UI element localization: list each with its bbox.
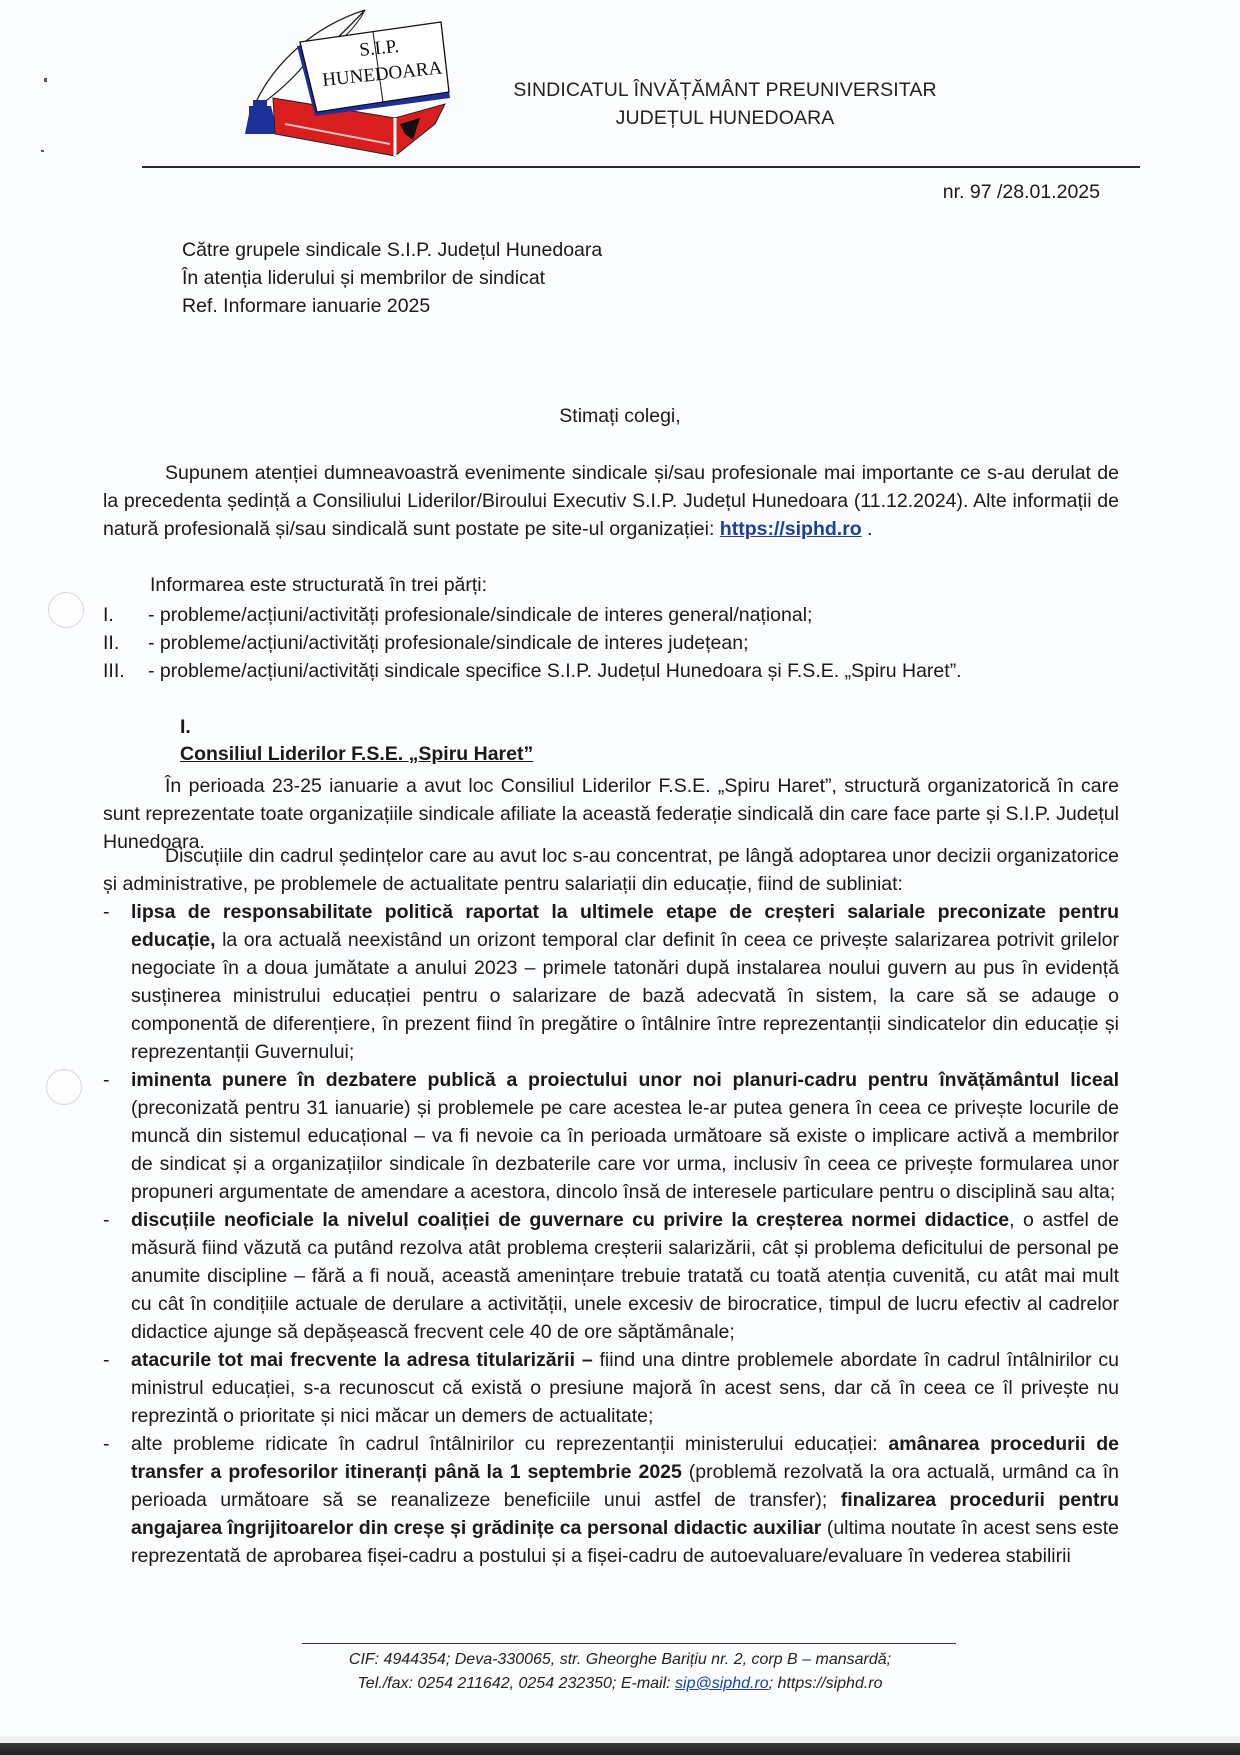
email-link[interactable]: sip@siphd.ro bbox=[675, 1675, 769, 1692]
organization-name bbox=[500, 76, 950, 132]
svg-text:HUNEDOARA: HUNEDOARA bbox=[321, 57, 444, 91]
punch-hole-mark bbox=[48, 592, 84, 628]
svg-text:S.I.P.: S.I.P. bbox=[358, 35, 400, 61]
org-name-line-1: SINDICATUL ÎNVĂȚĂMÂNT PREUNIVERSITAR bbox=[513, 79, 937, 101]
intro-paragraph: Supunem atenției dumneavoastră evenimente sindicale și/sau profesionale mai importante ce s-au derulat de la precedenta ședință a Consiliului Liderilor/Biroului Executiv S.I.P. Județul Hunedoara (11.12.2024). Alte informații de natură profesională și/sau sindicală sunt postate pe site-ul organizației: https://siphd.ro . bbox=[103, 462, 1119, 540]
list-item: - atacurile tot mai frecvente la adresa titularizării – fiind una dintre problemele abordate în cadrul întâlnirilor cu ministrul educației, s-a recunoscut că există o presiune majoră în acest sens, dar că în ceea ce îl privește nu reprezintă o prioritate și nici măcar un demers de actualitate; bbox=[103, 1346, 1119, 1430]
structure-item: II. - probleme/acțiuni/activități profesionale/sindicale de interes județean; bbox=[103, 632, 749, 654]
list-item: - iminenta punere în dezbatere publică a proiectului unor noi planuri-cadru pentru învățământul liceal (preconizată pentru 31 ianuarie) și problemele pe care acestea le-ar putea genera în ceea ce privește locurile de muncă din sistemul educațional – va fi nevoie ca în perioada următoare să existe o implicare activă a membrilor de sindicat și a organizațiilor sindicale în dezbaterile care vor urma, inclusiv în ceea ce privește formularea unor propuneri argumentate de amendare a acestora, dincolo însă de interesele particulare pentru o disciplină sau alta; bbox=[103, 1066, 1119, 1206]
punch-hole-mark bbox=[46, 1069, 82, 1105]
greeting: Stimați colegi, bbox=[559, 405, 681, 427]
dash-bullet-icon: - bbox=[103, 1349, 110, 1371]
logo-graphic-icon bbox=[245, 6, 505, 158]
dash-bullet-icon: - bbox=[103, 1209, 110, 1231]
dash-bullet-icon: - bbox=[103, 901, 110, 923]
recipient-line: Către grupele sindicale S.I.P. Județul Hunedoara bbox=[182, 239, 603, 261]
list-item: - alte probleme ridicate în cadrul întâlnirilor cu reprezentanții ministerului educației: amânarea procedurii de transfer a profesorilor itineranți până la 1 septembrie 2025 (problemă rezolvată la ora actuală, urmând ca în perioada următoare să se reanalizeze beneficiile unui astfel de transfer); finalizarea procedurii pentru angajarea îngrijitoarelor din creșe și grădinițe ca personal didactic auxiliar (ultima noutate în acest sens este reprezentată de aprobarea fișei-cadru a postului și a fișei-cadru de autoevaluare/evaluare în vederea stabilirii bbox=[103, 1430, 1119, 1570]
footer-contact bbox=[0, 1648, 1240, 1696]
scan-speck bbox=[41, 150, 44, 152]
section-title: Consiliul Liderilor F.S.E. „Spiru Haret” bbox=[180, 743, 534, 765]
section-number: I. bbox=[180, 716, 191, 738]
bullet-list bbox=[103, 898, 1119, 1570]
sip-hunedoara-logo bbox=[245, 6, 505, 158]
structure-item: I. - probleme/acțiuni/activități profesionale/sindicale de interes general/național; bbox=[103, 604, 813, 626]
header-divider bbox=[142, 166, 1140, 168]
recipients-block bbox=[182, 236, 602, 320]
scan-speck bbox=[44, 78, 47, 82]
dash-bullet-icon: - bbox=[103, 1433, 110, 1455]
attention-line: În atenția liderului și membrilor de sindicat bbox=[182, 267, 546, 289]
dash-bullet-icon: - bbox=[103, 1069, 110, 1091]
document-number: nr. 97 /28.01.2025 bbox=[942, 181, 1100, 203]
scan-edge bbox=[0, 1736, 1240, 1743]
section-paragraph-1: În perioada 23-25 ianuarie a avut loc Consiliul Liderilor F.S.E. „Spiru Haret”, structură organizatorică în care sunt reprezentate toate organizațiile sindicale afiliate la această federație sindicală din care face parte și S.I.P. Județul Hunedoara. bbox=[103, 775, 1119, 853]
structure-list bbox=[103, 601, 962, 685]
reference-line: Ref. Informare ianuarie 2025 bbox=[182, 295, 431, 317]
list-item: - discuțiile neoficiale la nivelul coaliției de guvernare cu privire la creșterea normei didactice, o astfel de măsură fiind văzută ca putând rezolva atât problema creșterii salarizării, cât și problema deficitului de personal pe anumite discipline – fără a fi nouă, această amenințare trebuie tratată cu toată atenția cuvenită, cu atât mai mult cu cât în condițiile actuale de derulare a activității, unele excesiv de birocratice, timpul de lucru efectiv al cadrelor didactice ajunge să depășească frecvent cele 40 de ore săptămânale; bbox=[103, 1206, 1119, 1346]
scanner-border bbox=[0, 1743, 1240, 1755]
website-link[interactable]: https://siphd.ro bbox=[719, 518, 862, 540]
structure-intro: Informarea este structurată în trei părți: bbox=[150, 574, 488, 596]
footer-divider bbox=[302, 1643, 956, 1644]
structure-item: III. - probleme/acțiuni/activități sindicale specifice S.I.P. Județul Hunedoara și F.S.E. „Spiru Haret”. bbox=[103, 660, 962, 682]
list-item: - lipsa de responsabilitate politică raportat la ultimele etape de creșteri salariale preconizate pentru educație, la ora actuală neexistând un orizont temporal clar definit în ceea ce privește salarizarea potrivit grilelor negociate în a doua jumătate a anului 2023 – primele tatonări după instalarea noului guvern au pus în evidență susținerea ministrului educației pentru o salarizare de bază adecvată în sistem, la care să se adauge o componentă de diferențiere, în prezent fiind în pregătire o întâlnire între reprezentanții sindicatelor din educație și reprezentanții Guvernului; bbox=[103, 898, 1119, 1066]
footer-address: CIF: 4944354; Deva-330065, str. Gheorghe Barițiu nr. 2, corp B – mansardă; bbox=[348, 1651, 892, 1668]
footer-contacts: Tel./fax: 0254 211642, 0254 232350; E-mail: sip@siphd.ro; https://siphd.ro bbox=[357, 1675, 883, 1692]
section-paragraph-2: Discuțiile din cadrul ședințelor care au avut loc s-au concentrat, pe lângă adoptarea unor decizii organizatorice și administrative, pe problemele de actualitate pentru salariații din educație, fiind de subliniat: bbox=[103, 845, 1119, 895]
org-name-line-2: JUDEȚUL HUNEDOARA bbox=[615, 107, 835, 129]
